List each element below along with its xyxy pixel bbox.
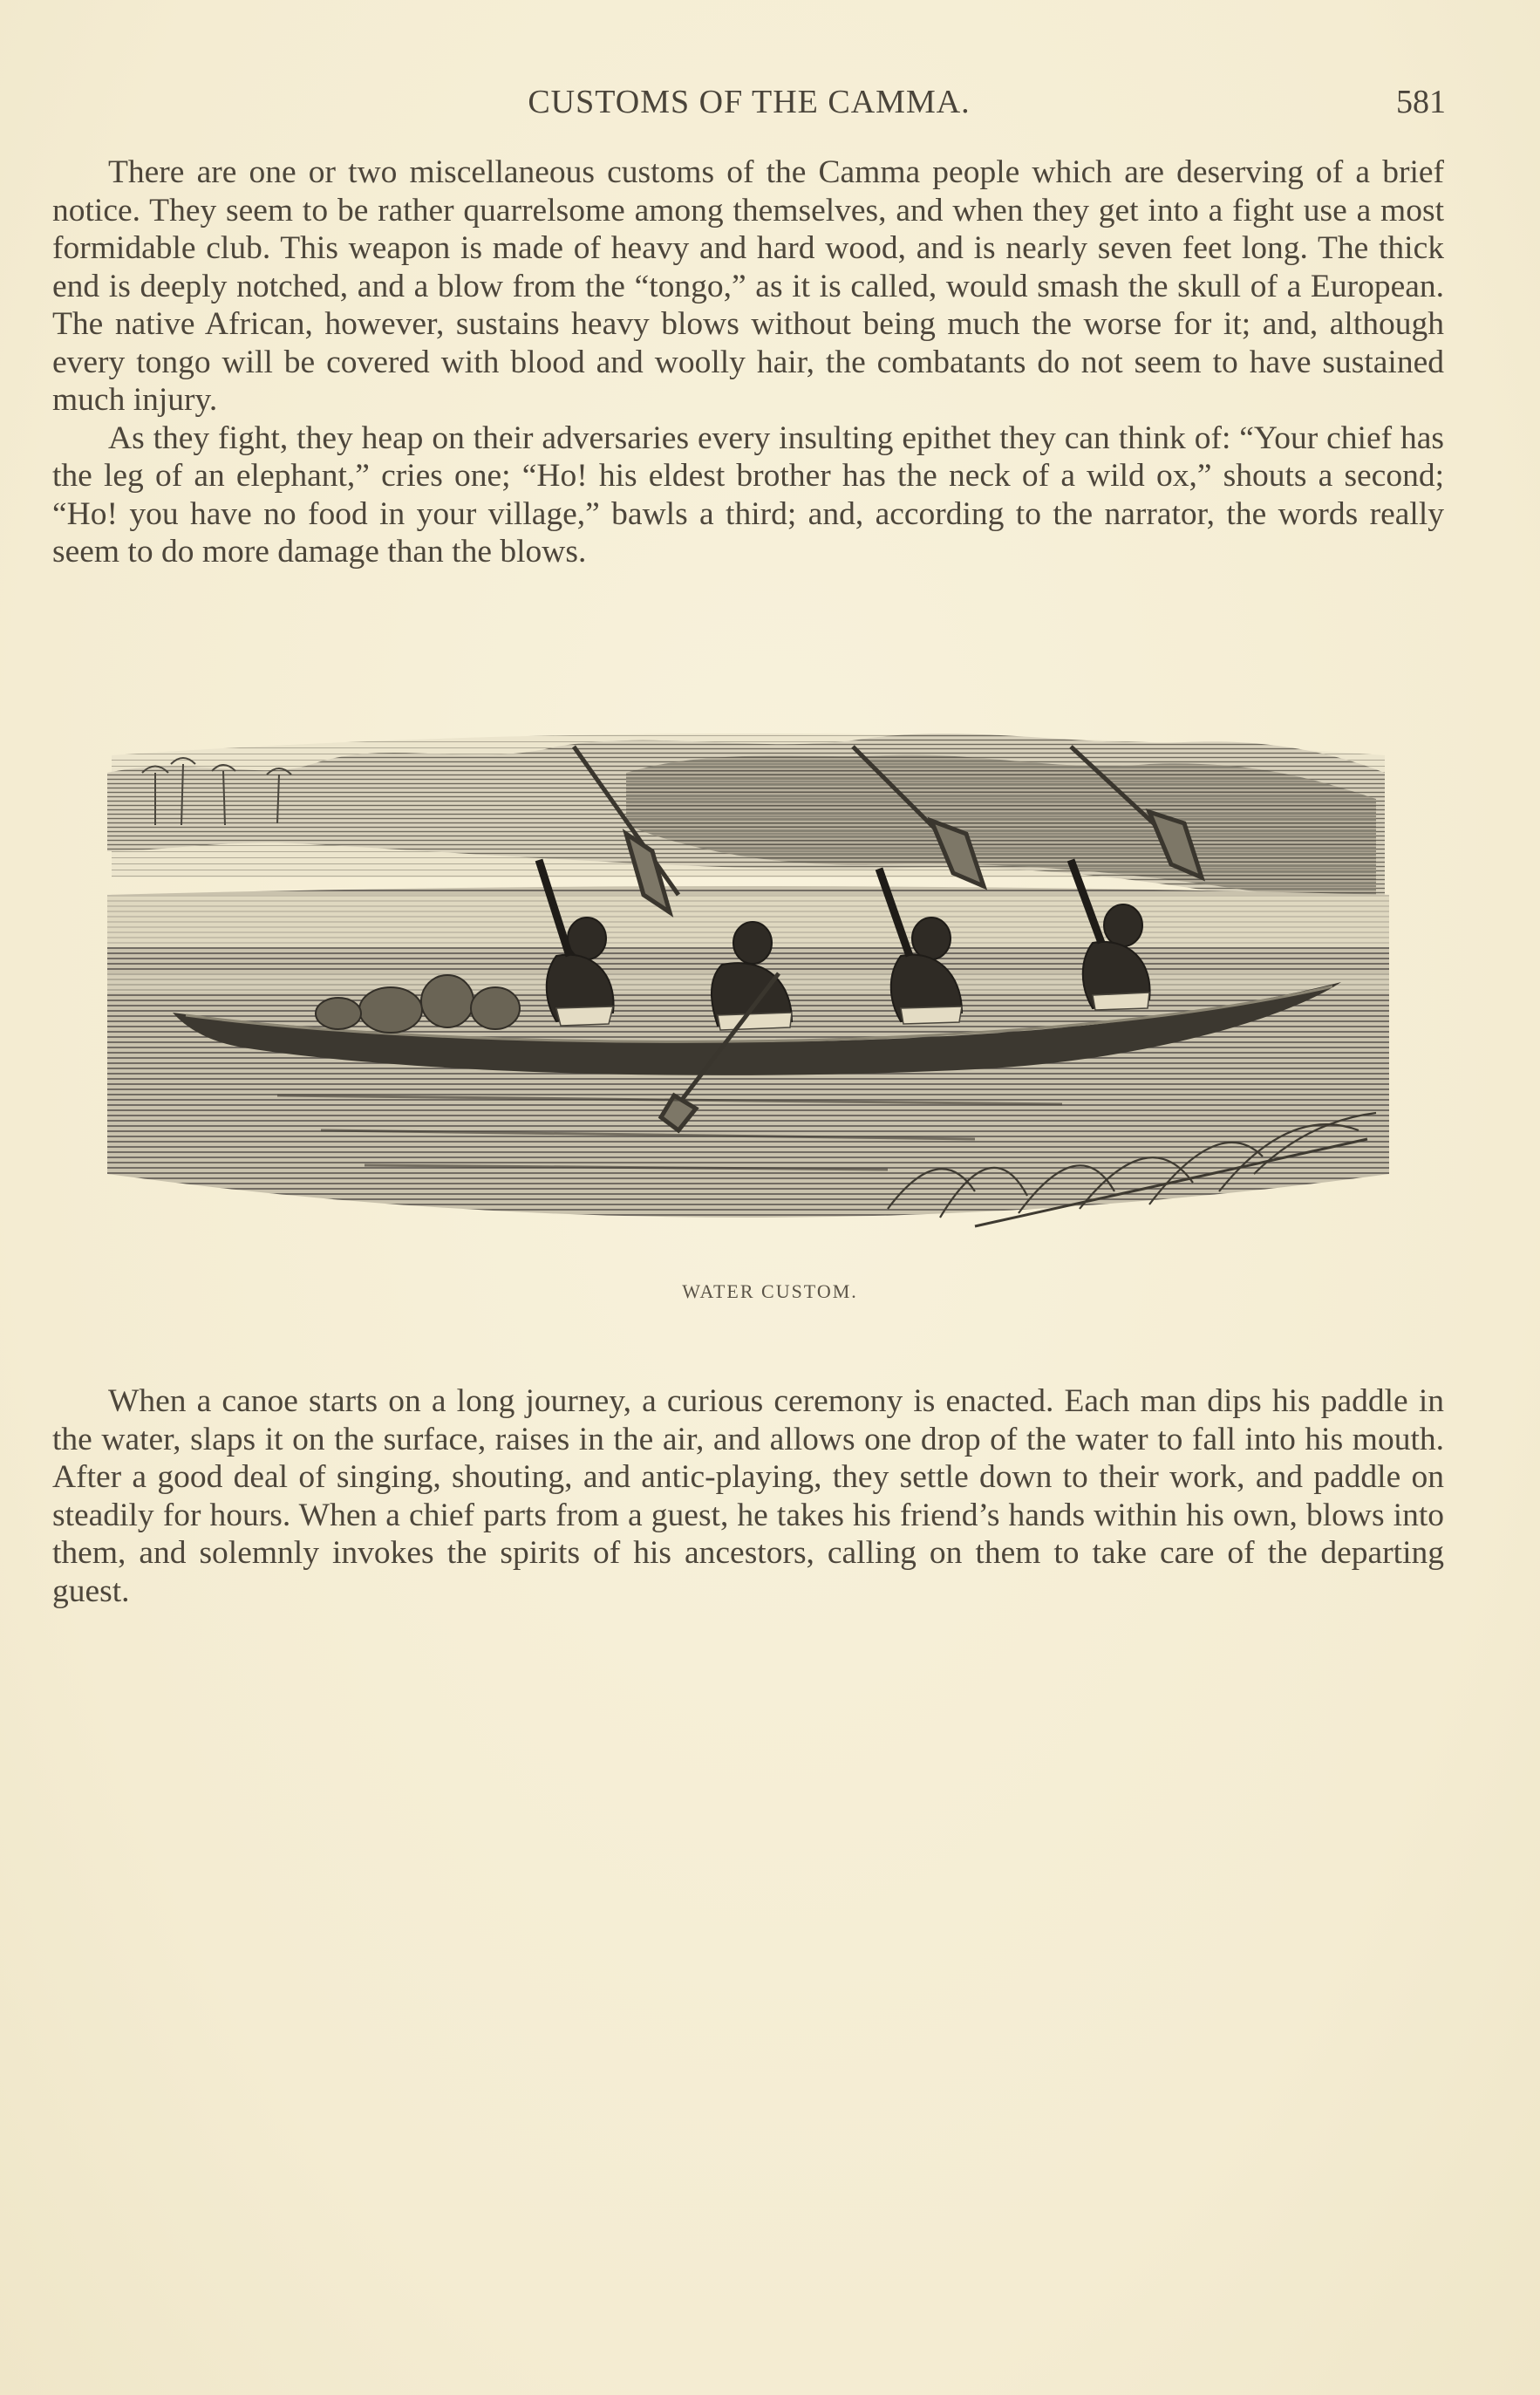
figure-caption: WATER CUSTOM. (682, 1280, 858, 1302)
body-text-bottom (52, 1382, 1444, 1610)
running-header (52, 83, 1446, 132)
paragraph: When a canoe starts on a long journey, a curious ceremony is enacted. Each man dips his paddle in the water, slaps it on the surface, raises in the air, and allows one drop of the water to fall into his mouth. After a good deal of singing, shouting, and antic-playing, they settle down to their work, and paddle on steadily for hours. When a chief parts from a guest, he takes his friend’s hands within his own, blows into them, and solemnly invokes the spirits of his ancestors, calling on them to take care of the departing guest. (52, 1383, 1444, 1609)
paragraph: There are one or two miscellaneous customs of the Camma people which are deserving of a brief notice. They seem to be rather quarrelsome among themselves, and when they get into a fight use a most formidable club. This weapon is made of heavy and hard wood, and is nearly seven feet long. The thick end is deeply notched, and a blow from the “tongo,” as it is called, would smash the skull of a European. The native African, however, sustains heavy blows without being much the worse for it; and, although every tongo will be covered with blood and woolly hair, the combatants do not seem to have sustained much injury. (52, 154, 1444, 418)
page-number: 581 (1396, 84, 1446, 120)
engraving-illustration (103, 720, 1397, 1252)
paragraph: As they fight, they heap on their adversaries every insulting epithet they can think of: “Your chief has the leg of an elephant,” cries one; “Ho! his eldest brother has the neck of a wild ox,” shouts a second; “Ho! you have no food in your village,” bawls a third; and, according to the narrator, the words really seem to do more damage than the blows. (52, 420, 1444, 570)
running-title: CUSTOMS OF THE CAMMA. (528, 84, 971, 120)
canoe-engraving (103, 720, 1397, 1252)
body-text-top (52, 154, 1444, 571)
